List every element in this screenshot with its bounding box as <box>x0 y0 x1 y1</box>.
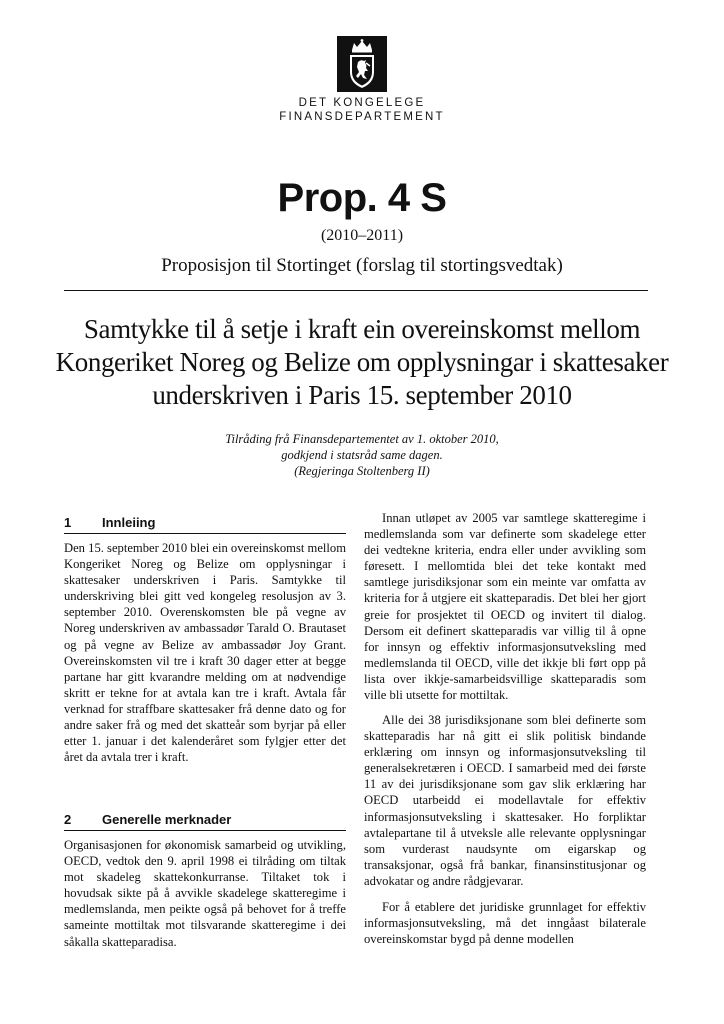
approval-line: Tilråding frå Finansdepartementet av 1. oktober 2010, <box>225 432 499 446</box>
body-paragraph: Organisasjonen for økonomisk samarbeid og utvikling, OECD, vedtok den 9. april 1998 ei tilråding om tiltak mot skadeleg skattekonkurranse. Tiltaket tok i hovudsak sikte på å avvikle skadelege skatteregime i medlemslanda, men peikte også på behovet for å treffe sameinte mottiltak mot tilsvarande skatteregime i dei såkalla skatteparadisa. <box>64 838 346 949</box>
body-paragraph: Den 15. september 2010 blei ein overeinskomst mellom Kongeriket Noreg og Belize om opplysningar i skattesaker underskriven i Paris. Samtykke til underskriving blei gitt ved kongeleg resolusjon av 3. september 2010. Overenskomsten ble på vegne av Noreg underskriven av ambassadør Tarald O. Brautaset og på vegne av Belize av ambassadør Joy Grant. Overeinskomsten vil tre i kraft 30 dager etter at begge partane har gitt kvarandre melding om at nødvendige skritt er tekne for at avtala kan tre i kraft. Avtala får verknad for straffbare skattesaker frå denne dato og for andre saker frå og med det skatteår som byrjar på eller etter 1. januar i det kalenderåret som fylgjer etter det året da avtala trer i kraft. <box>64 541 346 765</box>
department-name-line2: FINANSDEPARTEMENT <box>279 111 445 123</box>
section-title: Innleiing <box>102 515 156 530</box>
approval-note <box>0 431 724 479</box>
department-name-line1: DET KONGELEGE <box>298 97 426 109</box>
section-number: 2 <box>64 812 72 827</box>
approval-line: godkjend i statsråd same dagen. <box>281 448 443 462</box>
header-logo <box>0 36 724 92</box>
norwegian-coat-of-arms-icon <box>337 36 387 92</box>
body-paragraph: Alle dei 38 jurisdiksjonane som blei definerte som skatteparadis har nå gitt ei slik politisk bindande erklæring om innsyn og informasjonsutveksling til generalsekretæren i OECD. I samarbeid med dei første 11 av dei jurisdiksjonane som gav slik erklæring har OECD utarbeidd ei modellavtale for effektiv informasjonsutveksling i skattesaker. Ho forpliktar avtalepartane til å utveksle alle relevante opplysningar som vurderast naudsynte om eigarskap og transaksjonar, også frå bankar, finansinstitusjonar og advokatar og andre rådgjevarar. <box>364 713 646 888</box>
proposition-number: Prop. 4 S <box>277 176 447 220</box>
section-number: 1 <box>64 515 72 530</box>
document-title: Samtykke til å setje i kraft ein overeinskomst mellom Kongeriket Noreg og Belize om opplysningar i skattesaker underskriven i Paris 15. september 2010 <box>55 314 669 410</box>
body-paragraph: For å etablere det juridiske grunnlaget for effektiv informasjonsutveksling, må det inngåast bilaterale overeinskomstar bygd på denne modellen <box>364 900 646 947</box>
document-kind: Proposisjon til Stortinget (forslag til stortingsvedtak) <box>161 255 563 276</box>
title-divider <box>64 290 648 291</box>
session-years: (2010–2011) <box>320 227 404 244</box>
body-paragraph: Innan utløpet av 2005 var samtlege skatteregime i medlemslanda som var definerte som skadelege etter dei vedtekne kriteria, endra eller under avvikling som føresett. I mellomtida blei det teke kontakt med samtlege jurisdiksjonar som ein meinte var omfatta av kriteria for å utgjere eit skatteparadis. Det blei her gjort greie for prosjektet til OECD og invitert til dialog. Dersom eit definert skatteparadis var villig til å opne for innsyn og effektiv informasjonsutveksling med medlemslanda til OECD, ville det ikkje bli ført opp på lista over ikkje-samarbeidsvillige skatteparadis som ville bli utsette for mottiltak. <box>364 511 646 703</box>
section-heading <box>64 810 346 831</box>
section-heading <box>64 513 346 534</box>
section-title: Generelle merknader <box>102 812 232 827</box>
approval-line: (Regjeringa Stoltenberg II) <box>294 464 430 478</box>
